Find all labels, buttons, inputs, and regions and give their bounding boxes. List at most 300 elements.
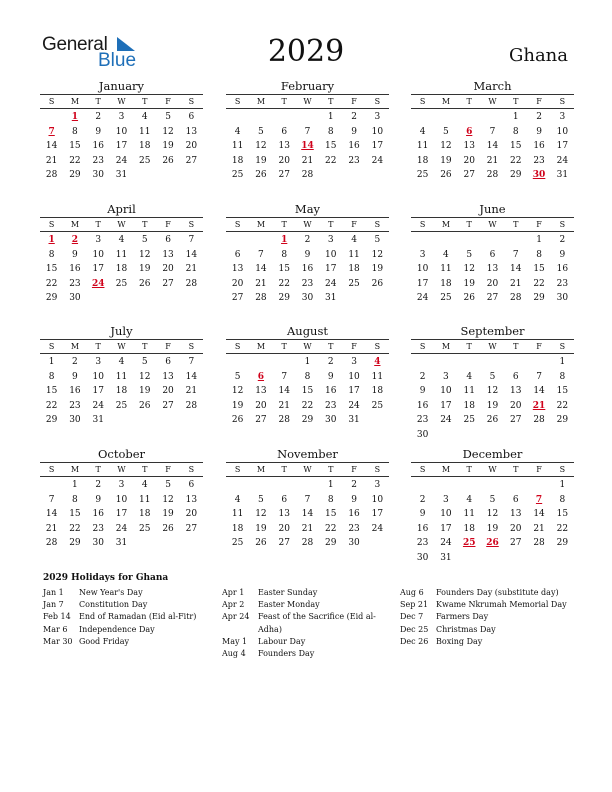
holiday-name: Labour Day (258, 636, 306, 646)
empty-cell (434, 233, 457, 248)
month-august (226, 324, 389, 428)
day-cell: 17 (92, 264, 104, 275)
day-cell: 1 (327, 112, 334, 122)
weekday-label: W (488, 342, 497, 351)
day-cell: 4 (466, 494, 473, 505)
weekday-label: S (48, 465, 55, 474)
day-cell: 21 (185, 386, 198, 397)
day-cell: 15 (556, 509, 569, 520)
weekday-label: M (70, 220, 80, 229)
holiday-day-cell: 1 (281, 235, 288, 245)
weekday-label: W (488, 220, 497, 229)
empty-cell (434, 478, 457, 493)
holidays-title: 2029 Holidays for Ghana (43, 573, 169, 583)
day-cell: 1 (327, 480, 334, 490)
weekday-label: T (95, 220, 101, 229)
day-cell: 2 (95, 480, 102, 490)
day-cell: 5 (165, 480, 171, 490)
day-cell: 15 (325, 509, 337, 520)
holiday-day-cell: 6 (257, 371, 265, 382)
month-title: January (98, 79, 145, 93)
day-cell: 24 (92, 400, 104, 411)
holiday-date: Aug 6 (400, 588, 424, 597)
day-cell: 4 (234, 494, 241, 505)
day-cell: 27 (231, 293, 244, 304)
day-cell: 6 (281, 494, 288, 505)
empty-cell (296, 478, 319, 493)
day-cell: 3 (374, 480, 381, 490)
weekday-label: S (374, 220, 381, 229)
weekday-label: S (234, 465, 241, 474)
day-cell: 12 (371, 249, 384, 260)
month-february (226, 79, 389, 183)
month-june (411, 202, 574, 306)
holiday-name: Founders Day (substitute day) (436, 588, 559, 597)
day-cell: 25 (231, 170, 244, 181)
day-cell: 29 (301, 415, 314, 426)
holiday-day-cell: 21 (532, 400, 546, 411)
day-cell: 8 (281, 249, 288, 260)
day-cell: 23 (69, 400, 81, 411)
day-grid (411, 110, 574, 183)
weekday-label: F (351, 342, 357, 351)
day-cell: 14 (533, 386, 545, 397)
holiday-name: Adha) (258, 624, 282, 634)
day-cell: 19 (371, 264, 384, 275)
weekday-label: S (188, 220, 195, 229)
day-cell: 30 (301, 293, 314, 304)
day-cell: 27 (162, 278, 174, 289)
holiday-item (222, 636, 376, 648)
day-cell: 25 (231, 538, 244, 549)
day-cell: 15 (45, 264, 58, 275)
day-cell: 30 (325, 415, 337, 426)
day-cell: 18 (231, 155, 244, 166)
holiday-date: Jan 1 (43, 588, 64, 597)
logo-blue-text: Blue (98, 50, 137, 71)
empty-cell (249, 233, 272, 248)
day-cell: 29 (45, 293, 58, 304)
holiday-name: Constitution Day (79, 600, 148, 610)
weekday-label: S (374, 342, 381, 351)
day-cell: 12 (162, 494, 174, 505)
day-cell: 21 (45, 155, 58, 166)
holiday-name: Kwame Nkrumah Memorial Day (436, 600, 567, 610)
day-cell: 30 (556, 293, 569, 304)
day-cell: 29 (556, 538, 569, 549)
day-cell: 22 (278, 278, 290, 289)
day-cell: 10 (92, 249, 104, 260)
weekday-label: T (281, 220, 287, 229)
weekday-header (226, 94, 389, 109)
day-cell: 4 (466, 371, 473, 382)
day-cell: 7 (304, 126, 311, 137)
holiday-column (43, 587, 196, 648)
day-cell: 19 (486, 400, 499, 411)
day-cell: 19 (255, 523, 267, 534)
day-cell: 21 (185, 264, 198, 275)
empty-cell (273, 110, 296, 125)
weekday-label: T (513, 342, 519, 351)
day-cell: 14 (185, 371, 198, 382)
holiday-name: Feast of the Sacrifice (Eid al- (258, 612, 376, 622)
day-cell: 23 (301, 278, 314, 289)
day-cell: 15 (69, 509, 81, 520)
day-cell: 14 (45, 509, 58, 520)
empty-cell (481, 110, 504, 125)
day-cell: 26 (486, 415, 499, 426)
weekday-label: W (303, 220, 312, 229)
day-cell: 5 (258, 494, 264, 505)
holiday-item (400, 636, 567, 648)
day-cell: 8 (512, 126, 519, 137)
day-cell: 11 (463, 509, 475, 520)
day-cell: 12 (231, 386, 244, 397)
day-cell: 31 (92, 415, 104, 426)
day-cell: 8 (327, 494, 334, 505)
day-cell: 18 (416, 155, 429, 166)
month-december (411, 447, 574, 566)
day-cell: 23 (92, 523, 104, 534)
day-cell: 7 (188, 357, 195, 367)
holiday-date: Mar 30 (43, 636, 73, 646)
day-cell: 5 (466, 249, 473, 260)
day-cell: 15 (278, 264, 290, 275)
holiday-item (222, 648, 376, 660)
day-cell: 2 (72, 357, 78, 367)
day-cell: 1 (512, 112, 519, 122)
day-cell: 2 (304, 235, 311, 245)
day-cell: 3 (118, 480, 125, 490)
day-cell: 14 (486, 141, 499, 152)
weekday-label: M (441, 97, 451, 106)
empty-cell (504, 233, 527, 248)
day-cell: 15 (510, 141, 522, 152)
holiday-date: Apr 1 (222, 588, 245, 597)
empty-cell (40, 478, 63, 493)
weekday-header (40, 462, 203, 477)
month-title: September (460, 324, 525, 338)
weekday-label: W (117, 97, 126, 106)
day-cell: 26 (440, 170, 452, 181)
holiday-name: Christmas Day (436, 624, 496, 634)
day-grid (40, 110, 203, 183)
empty-cell (40, 110, 63, 125)
day-cell: 11 (115, 371, 128, 382)
day-cell: 14 (278, 386, 290, 397)
day-cell: 20 (510, 400, 522, 411)
weekday-label: T (513, 97, 519, 106)
day-cell: 31 (115, 538, 128, 549)
day-cell: 12 (486, 509, 499, 520)
day-cell: 9 (351, 494, 357, 505)
day-cell: 24 (416, 293, 429, 304)
month-october (40, 447, 203, 551)
day-cell: 4 (234, 126, 241, 137)
holiday-date: Sep 21 (400, 600, 429, 610)
day-cell: 19 (255, 155, 267, 166)
empty-cell (458, 355, 481, 370)
weekday-header (411, 94, 574, 109)
day-cell: 23 (325, 400, 337, 411)
day-cell: 7 (536, 371, 542, 382)
holiday-name: Founders Day (258, 649, 315, 659)
day-cell: 20 (255, 400, 267, 411)
weekday-label: M (441, 342, 451, 351)
month-title: March (473, 79, 512, 93)
day-cell: 13 (255, 386, 267, 397)
day-cell: 25 (139, 523, 151, 534)
day-cell: 9 (419, 509, 426, 520)
day-cell: 26 (162, 155, 174, 166)
day-cell: 9 (95, 126, 102, 137)
day-cell: 9 (419, 386, 426, 397)
day-cell: 23 (69, 278, 81, 289)
holiday-day-cell: 30 (532, 170, 546, 181)
day-cell: 29 (325, 538, 337, 549)
day-cell: 15 (325, 141, 337, 152)
day-cell: 6 (489, 249, 496, 260)
day-cell: 29 (533, 293, 545, 304)
day-cell: 16 (301, 264, 314, 275)
day-cell: 18 (463, 523, 475, 534)
day-cell: 30 (416, 552, 429, 563)
day-cell: 30 (92, 538, 104, 549)
day-cell: 25 (348, 278, 360, 289)
day-cell: 22 (69, 523, 81, 534)
day-cell: 24 (325, 278, 337, 289)
weekday-header (226, 339, 389, 354)
empty-cell (226, 110, 249, 125)
day-cell: 16 (348, 509, 360, 520)
day-cell: 16 (92, 141, 104, 152)
day-cell: 4 (419, 126, 426, 137)
day-cell: 25 (416, 170, 429, 181)
day-cell: 12 (162, 126, 174, 137)
day-cell: 3 (351, 357, 357, 367)
day-cell: 22 (45, 278, 58, 289)
month-title: August (286, 324, 328, 338)
holiday-day-cell: 26 (486, 538, 499, 549)
weekday-label: F (165, 465, 171, 474)
day-cell: 11 (139, 494, 151, 505)
day-cell: 1 (559, 357, 566, 367)
day-cell: 30 (92, 170, 104, 181)
day-cell: 22 (325, 155, 337, 166)
day-cell: 17 (371, 141, 384, 152)
holiday-item (222, 624, 376, 636)
day-cell: 17 (325, 264, 337, 275)
day-cell: 13 (510, 386, 522, 397)
day-cell: 29 (69, 538, 81, 549)
weekday-label: W (117, 465, 126, 474)
day-cell: 15 (533, 264, 545, 275)
day-cell: 10 (371, 494, 384, 505)
day-cell: 9 (559, 249, 566, 260)
day-cell: 25 (115, 400, 128, 411)
day-cell: 11 (231, 141, 244, 152)
holiday-day-cell: 4 (374, 357, 381, 367)
day-cell: 13 (463, 141, 475, 152)
day-cell: 31 (325, 293, 337, 304)
weekday-label: F (165, 342, 171, 351)
day-cell: 18 (348, 264, 360, 275)
day-cell: 8 (536, 249, 542, 260)
weekday-label: T (281, 342, 287, 351)
day-cell: 30 (416, 429, 429, 440)
empty-cell (226, 478, 249, 493)
empty-cell (249, 478, 272, 493)
day-cell: 21 (301, 155, 314, 166)
day-cell: 20 (486, 278, 499, 289)
day-cell: 10 (92, 371, 104, 382)
day-cell: 10 (440, 386, 452, 397)
empty-cell (249, 355, 272, 370)
month-title: February (280, 79, 335, 93)
day-cell: 2 (419, 371, 426, 382)
weekday-label: S (374, 465, 381, 474)
day-cell: 20 (278, 155, 290, 166)
weekday-label: F (536, 342, 542, 351)
weekday-label: F (351, 465, 357, 474)
day-cell: 26 (162, 523, 174, 534)
day-cell: 12 (463, 264, 475, 275)
weekday-label: T (513, 220, 519, 229)
empty-cell (273, 355, 296, 370)
day-cell: 26 (231, 415, 244, 426)
empty-cell (481, 478, 504, 493)
day-cell: 1 (72, 480, 78, 490)
empty-cell (249, 110, 272, 125)
day-cell: 23 (533, 155, 545, 166)
weekday-label: F (351, 220, 357, 229)
day-cell: 8 (559, 371, 566, 382)
weekday-label: S (234, 220, 241, 229)
day-cell: 21 (278, 400, 290, 411)
day-cell: 2 (327, 357, 334, 367)
day-grid (411, 355, 574, 443)
day-cell: 23 (348, 523, 360, 534)
weekday-label: M (256, 97, 266, 106)
day-cell: 3 (443, 371, 449, 382)
weekday-label: T (281, 97, 287, 106)
day-cell: 1 (559, 480, 566, 490)
day-cell: 12 (255, 141, 267, 152)
day-cell: 20 (185, 509, 198, 520)
holiday-day-cell: 25 (462, 538, 476, 549)
logo-general-text: General (42, 34, 108, 55)
weekday-label: T (466, 342, 472, 351)
day-cell: 28 (185, 278, 198, 289)
day-cell: 7 (512, 249, 519, 260)
weekday-label: S (419, 97, 426, 106)
day-cell: 3 (443, 494, 449, 505)
day-cell: 15 (301, 386, 314, 397)
holiday-item (222, 611, 376, 623)
day-cell: 16 (92, 509, 104, 520)
day-cell: 11 (463, 386, 475, 397)
day-cell: 20 (278, 523, 290, 534)
holiday-name: New Year's Day (79, 588, 143, 597)
day-cell: 12 (139, 249, 151, 260)
day-cell: 29 (278, 293, 290, 304)
day-cell: 4 (118, 235, 125, 245)
day-cell: 28 (301, 170, 314, 181)
weekday-label: S (559, 342, 566, 351)
holiday-date: Jan 7 (43, 600, 64, 610)
month-title: June (479, 202, 506, 216)
weekday-label: S (419, 220, 426, 229)
day-cell: 30 (348, 538, 360, 549)
day-cell: 13 (185, 126, 198, 137)
day-cell: 23 (92, 155, 104, 166)
day-cell: 7 (188, 235, 195, 245)
day-cell: 27 (278, 538, 290, 549)
day-cell: 17 (115, 509, 128, 520)
day-cell: 13 (162, 249, 174, 260)
day-cell: 20 (185, 141, 198, 152)
day-cell: 26 (139, 278, 151, 289)
day-cell: 25 (139, 155, 151, 166)
day-grid (40, 478, 203, 551)
empty-cell (527, 355, 550, 370)
empty-cell (504, 355, 527, 370)
weekday-label: T (142, 342, 148, 351)
day-cell: 15 (69, 141, 81, 152)
day-cell: 28 (45, 170, 58, 181)
day-cell: 16 (556, 264, 569, 275)
holiday-item (400, 587, 567, 599)
day-cell: 28 (533, 415, 545, 426)
holiday-day-cell: 7 (535, 494, 543, 505)
day-cell: 8 (72, 494, 78, 505)
weekday-header (40, 94, 203, 109)
holiday-item (222, 587, 376, 599)
holiday-item (400, 611, 567, 623)
weekday-label: M (70, 465, 80, 474)
day-grid (226, 233, 389, 306)
weekday-label: W (488, 465, 497, 474)
day-cell: 27 (185, 155, 198, 166)
day-cell: 28 (533, 538, 545, 549)
day-cell: 14 (510, 264, 522, 275)
month-september (411, 324, 574, 443)
holiday-item (43, 611, 196, 623)
day-cell: 18 (115, 386, 128, 397)
day-cell: 13 (278, 141, 290, 152)
day-cell: 19 (231, 400, 244, 411)
day-cell: 8 (48, 249, 55, 260)
weekday-label: T (513, 465, 519, 474)
holiday-item (400, 599, 567, 611)
holiday-name: Boxing Day (436, 636, 483, 646)
holiday-date: Dec 7 (400, 612, 424, 622)
day-cell: 13 (185, 494, 198, 505)
day-cell: 18 (115, 264, 128, 275)
day-cell: 12 (255, 509, 267, 520)
day-cell: 2 (559, 235, 566, 245)
weekday-label: T (281, 465, 287, 474)
day-cell: 14 (301, 509, 314, 520)
weekday-label: T (328, 97, 334, 106)
day-cell: 2 (536, 112, 542, 122)
day-cell: 8 (559, 494, 566, 505)
day-cell: 20 (463, 155, 475, 166)
month-july (40, 324, 203, 428)
day-cell: 5 (489, 494, 496, 505)
day-cell: 28 (510, 293, 522, 304)
month-april (40, 202, 203, 306)
